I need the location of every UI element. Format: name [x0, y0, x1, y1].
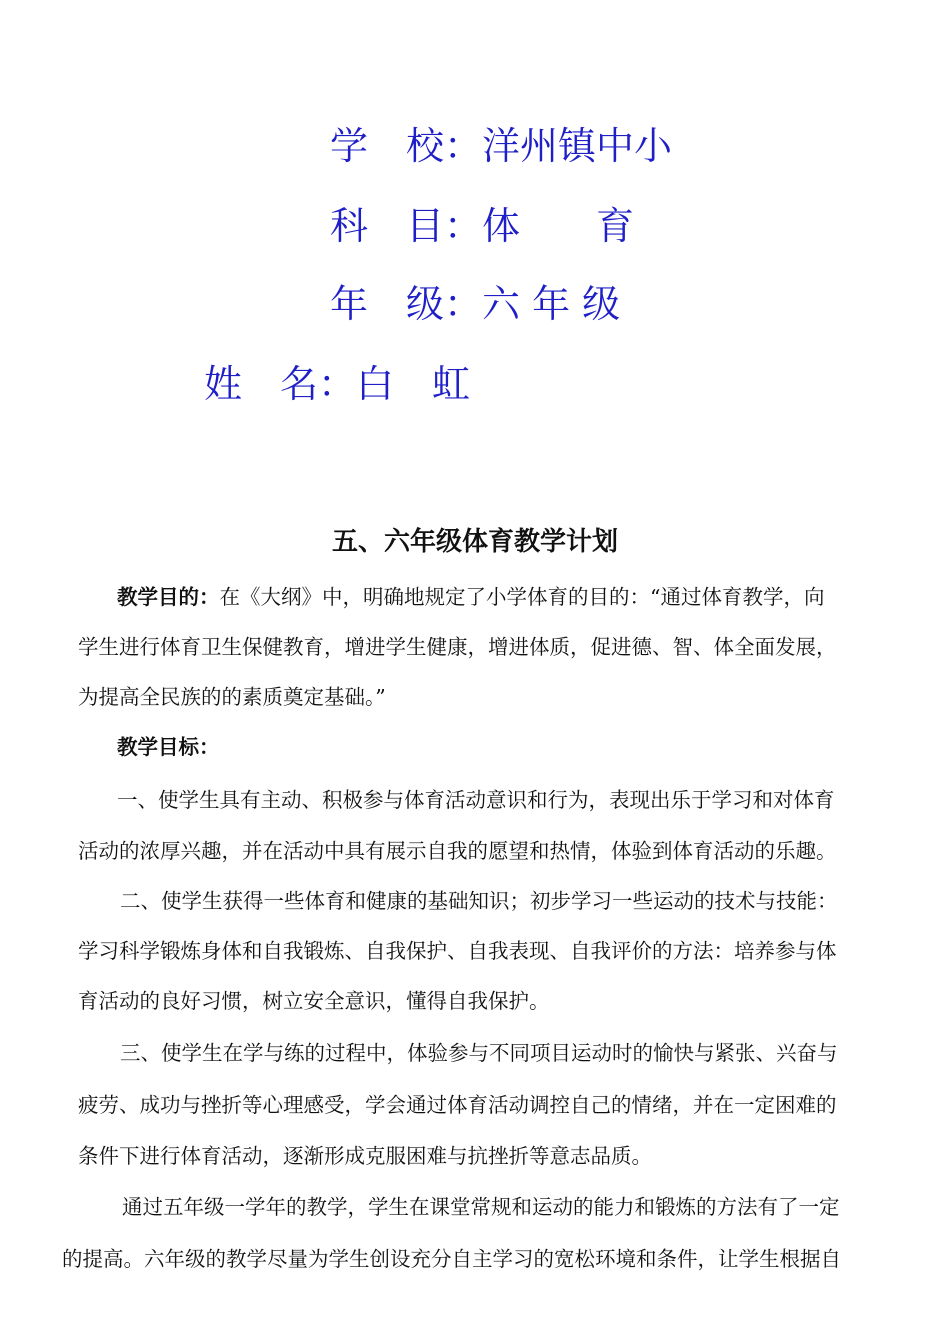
goal-3-line-1: 三、使学生在学与练的过程中，体验参与不同项目运动时的愉快与紧张、兴奋与 — [120, 1041, 838, 1065]
document-title: 五、六年级体育教学计划 — [331, 527, 618, 557]
purpose-line-1 — [117, 572, 824, 622]
cover-subject: 科 目：体 育 — [330, 204, 635, 248]
goals-label: 教学目标： — [117, 735, 220, 759]
goal-1-line-1: 一、使学生具有主动、积极参与体育活动意识和行为，表现出乐于学习和对体育 — [117, 788, 835, 812]
goal-2-line-2: 学习科学锻炼身体和自我锻炼、自我保护、自我表现、自我评价的方法：培养参与体 — [78, 939, 837, 963]
cover-school: 学 校：洋州镇中小 — [330, 124, 673, 168]
purpose-line-3: 为提高全民族的的素质奠定基础。” — [78, 685, 386, 709]
goal-1-line-2: 活动的浓厚兴趣，并在活动中具有展示自我的愿望和热情，体验到体育活动的乐趣。 — [78, 839, 837, 863]
purpose-text-1: 在《大纲》中，明确地规定了小学体育的目的：“通过体育教学，向 — [219, 585, 825, 609]
goal-2-line-1: 二、使学生获得一些体育和健康的基础知识；初步学习一些运动的技术与技能： — [120, 889, 838, 913]
cover-grade: 年 级：六 年 级 — [330, 282, 621, 326]
summary-line-2: 的提高。六年级的教学尽量为学生创设充分自主学习的宽松环境和条件，让学生根据自 — [62, 1247, 841, 1271]
summary-line-1: 通过五年级一学年的教学，学生在课堂常规和运动的能力和锻炼的方法有了一定 — [122, 1195, 840, 1219]
purpose-line-2: 学生进行体育卫生保健教育，增进学生健康，增进体质，促进德、智、体全面发展， — [78, 635, 837, 659]
goal-3-line-3: 条件下进行体育活动，逐渐形成克服困难与抗挫折等意志品质。 — [78, 1144, 652, 1168]
cover-name: 姓 名：白 虹 — [204, 362, 471, 406]
goal-3-line-2: 疲劳、成功与挫折等心理感受，学会通过体育活动调控自己的情绪，并在一定困难的 — [78, 1093, 837, 1117]
purpose-label: 教学目的： — [117, 585, 220, 609]
goal-2-line-3: 育活动的良好习惯，树立安全意识，懂得自我保护。 — [78, 989, 550, 1013]
